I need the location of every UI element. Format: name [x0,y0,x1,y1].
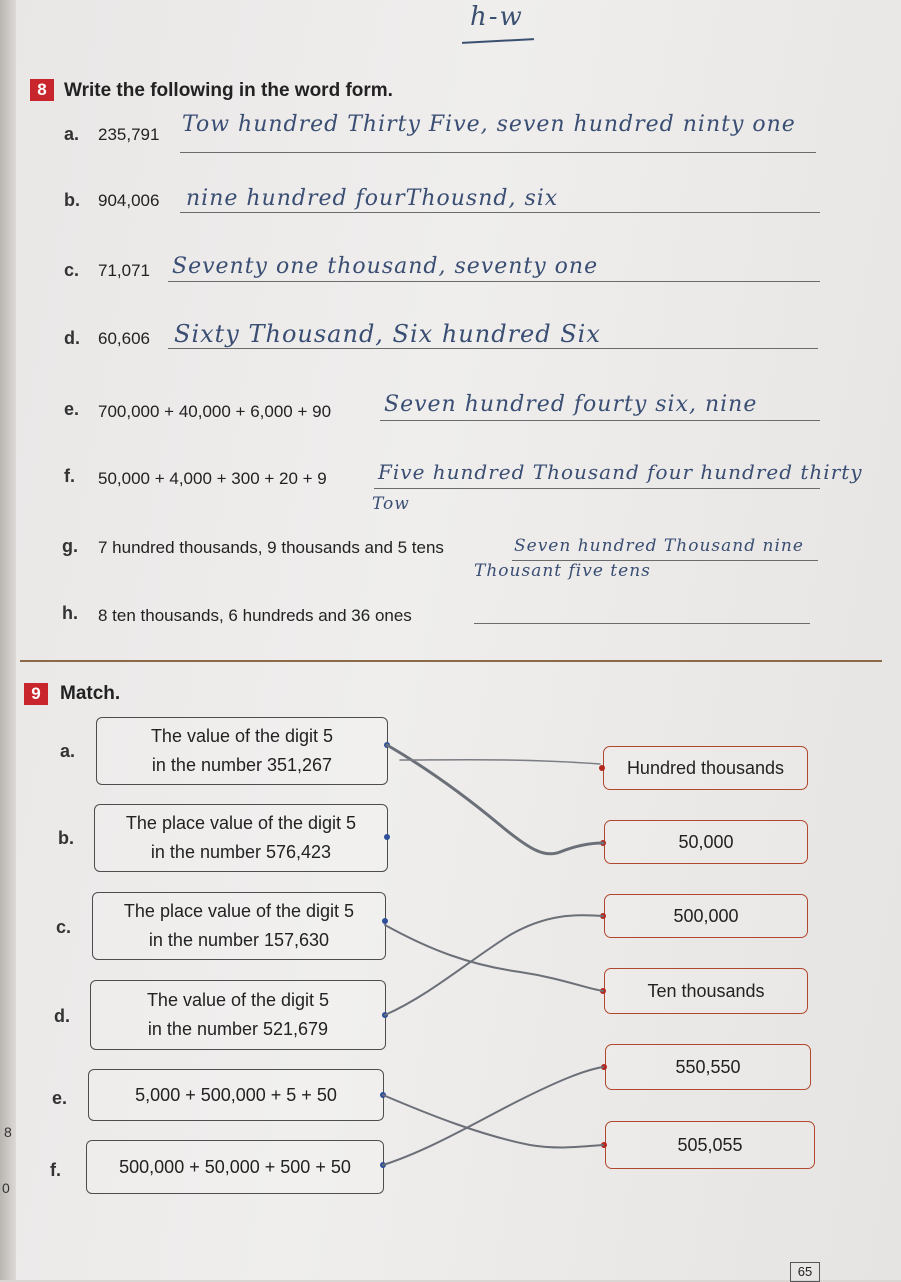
q9-right-2-label: 50,000 [678,831,734,852]
q8-item-c-answer[interactable]: Seventy one thousand, seventy one [172,254,599,279]
match-line-d [385,915,603,1015]
q8-item-b-answer[interactable]: nine hundred fourThousnd, six [186,186,559,211]
q9-left-e-letter: e. [52,1088,68,1108]
question-9-title: Match. [60,683,121,704]
edge-mark-2: 0 [2,1180,10,1196]
q8-item-g-answer-cont: Thousant five tens [474,561,651,581]
q8-item-g-answer[interactable]: Seven hundred Thousand nine [514,536,804,556]
q8-item-e-answer[interactable]: Seven hundred fourty six, nine [384,392,758,417]
q8-item-h-letter: h. [62,603,78,623]
match-line-a [387,745,603,854]
q8-item-h-prompt: 8 ten thousands, 6 hundreds and 36 ones [98,606,412,625]
match-line-c [385,925,603,991]
header-scribble: h-w [470,2,524,32]
q9-left-b-line1: The place value of the digit 5 [125,813,357,833]
q8-item-g-letter: g. [62,536,78,556]
q9-right-4-label: Ten thousands [647,980,765,1001]
question-8-number: 8 [30,79,54,101]
q8-item-c-prompt: 71,071 [98,261,150,280]
q8-item-f-answer-cont: Tow [372,494,410,514]
q8-item-c-letter: c. [64,260,80,280]
question-8-title: Write the following in the word form. [64,80,393,101]
q9-left-c-letter: c. [56,917,72,937]
q8-item-a-prompt: 235,791 [98,125,160,144]
q8-item-d-letter: d. [64,328,80,348]
question-9-number: 9 [24,683,48,705]
q8-item-f-answer[interactable]: Five hundred Thousand four hundred thirty [378,460,863,484]
edge-mark-1: 8 [4,1124,12,1140]
q9-right-6-label: 505,055 [677,1134,743,1155]
q8-item-a-letter: a. [64,124,80,144]
q8-item-e-letter: e. [64,399,80,419]
q9-left-a-line2: in the number 351,267 [151,755,333,775]
q8-item-b-prompt: 904,006 [98,191,160,210]
q9-left-d-line2: in the number 521,679 [147,1019,329,1039]
match-line-b [400,760,600,764]
q9-left-b-line2: in the number 576,423 [150,842,332,862]
q8-item-a-answer[interactable]: Tow hundred Thirty Five, seven hundred ninty one [182,112,796,137]
q9-right-1-label: Hundred thousands [626,757,785,778]
q9-left-a-line1: The value of the digit 5 [150,726,334,746]
q8-item-d-prompt: 60,606 [98,329,150,348]
page-number: 65 [790,1262,820,1282]
q9-right-3-label: 500,000 [673,905,739,926]
q9-left-b-letter: b. [58,828,74,848]
match-line-e [383,1095,603,1147]
q8-item-d-answer[interactable]: Sixty Thousand, Six hundred Six [174,320,601,348]
match-line-f [383,1067,603,1165]
q9-left-f-line1: 500,000 + 50,000 + 500 + 50 [119,1156,351,1177]
q9-left-c-line2: in the number 157,630 [148,930,330,950]
q9-right-5-label: 550,550 [675,1056,741,1077]
q9-left-f-letter: f. [50,1160,61,1180]
q8-item-g-prompt: 7 hundred thousands, 9 thousands and 5 tens [98,538,444,557]
q8-item-b-letter: b. [64,190,80,210]
q9-left-c-line1: The place value of the digit 5 [123,901,355,921]
q9-left-a-letter: a. [60,741,76,761]
q8-item-f-prompt: 50,000 + 4,000 + 300 + 20 + 9 [98,469,327,488]
q9-left-d-letter: d. [54,1006,70,1026]
q9-left-e-line1: 5,000 + 500,000 + 5 + 50 [135,1084,337,1105]
q9-left-d-line1: The value of the digit 5 [146,990,330,1010]
q8-item-e-prompt: 700,000 + 40,000 + 6,000 + 90 [98,402,332,421]
q8-item-f-letter: f. [64,466,75,486]
